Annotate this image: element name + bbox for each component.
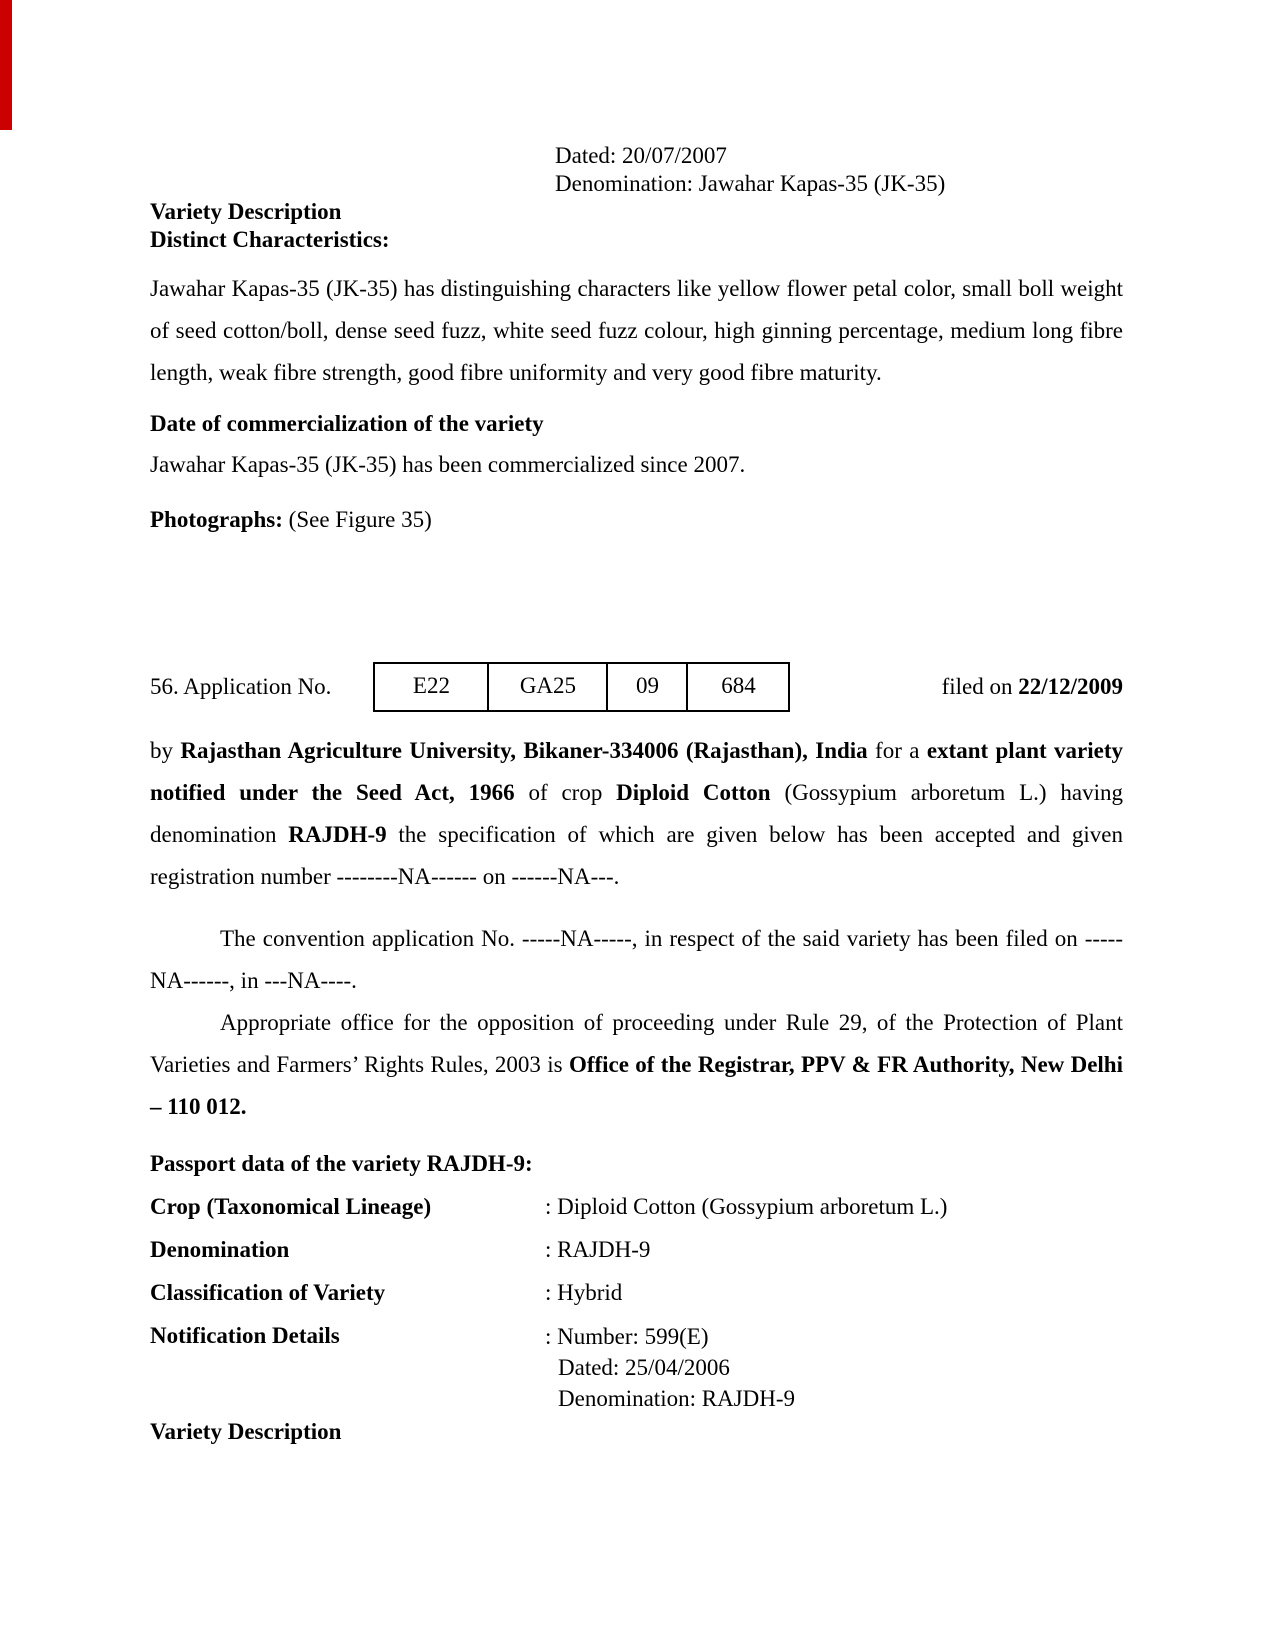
scan-red-mark [0,0,12,130]
application-code-cell: 09 [606,664,686,710]
variety-description-heading: Variety Description [150,199,342,224]
distinct-characteristics-heading: Distinct Characteristics: [150,227,390,252]
application-code-cell: GA25 [487,664,606,710]
passport-row-label: Denomination [150,1237,290,1262]
passport-row-value: : Diploid Cotton (Gossypium arboretum L.) [545,1194,948,1219]
passport-row-label: Classification of Variety [150,1280,386,1305]
commercialization-text: Jawahar Kapas-35 (JK-35) has been commercialized since 2007. [150,452,746,477]
passport-row [150,1235,1123,1264]
denomination-name: RAJDH-9 [288,822,387,847]
denomination-line: Denomination: Jawahar Kapas-35 (JK-35) [555,171,946,196]
footer-variety-description-heading: Variety Description [150,1419,342,1444]
crop-name: Diploid Cotton [616,780,771,805]
application-code-table [373,662,790,712]
application-seg: of crop [514,780,617,805]
passport-row-label: Crop (Taxonomical Lineage) [150,1194,432,1219]
application-number-label: 56. Application No. [150,674,332,699]
convention-paragraph: The convention application No. -----NA-----, in respect of the said variety has been filed on -----NA------, in ---NA----. [150,926,1123,993]
distinct-characteristics-paragraph: Jawahar Kapas-35 (JK-35) has distinguishing characters like yellow flower petal color, small boll weight of seed cotton/boll, dense seed fuzz, white seed fuzz colour, high ginning percentage, medium long fibre length, weak fibre strength, good fibre uniformity and very good fibre maturity. [150,276,1123,385]
applicant-name: Rajasthan Agriculture University, Bikaner-334006 (Rajasthan), India [180,738,868,763]
passport-row-value: : RAJDH-9 [545,1237,651,1262]
application-body-paragraph [150,730,1123,898]
application-code-cell: E22 [412,673,450,698]
filed-on-line [942,673,1123,701]
passport-row [150,1192,1123,1221]
passport-row-label: Notification Details [150,1323,340,1348]
passport-row-value: : Hybrid [545,1280,623,1305]
dated-line: Dated: 20/07/2007 [555,143,727,168]
variety-type: extant plant variety notified under the Seed Act, 1966 [150,738,1123,805]
application-seg: by [150,738,181,763]
registrar-office-address: Office of the Registrar, PPV & FR Authority, New Delhi – 110 012. [150,1052,1123,1119]
photographs-label: Photographs: [150,507,283,532]
commercialization-heading: Date of commercialization of the variety [150,411,544,436]
photographs-line [150,506,1123,534]
intro-block [555,142,1123,198]
application-seg: the specification of which are given below has been accepted and given registration number --------NA------ on ------NA---. [150,822,1123,889]
notification-number: : Number: 599(E) [545,1324,709,1349]
notification-denomination: Denomination: RAJDH-9 [558,1386,796,1411]
passport-heading: Passport data of the variety RAJDH-9: [150,1151,533,1176]
filed-on-prefix: filed on [941,674,1019,699]
photographs-ref: (See Figure 35) [282,507,432,532]
passport-row [150,1321,1123,1414]
opposition-paragraph [150,1002,1123,1128]
opposition-text: Appropriate office for the opposition of proceeding under Rule 29, of the Protection of Plant Varieties and Farmers’ Rights Rules, 2003 is [150,1010,1123,1077]
passport-row-value [545,1321,1123,1414]
filed-on-date: 22/12/2009 [1018,674,1123,699]
notification-date: Dated: 25/04/2006 [558,1355,730,1380]
application-seg: for a [867,738,927,763]
application-code-cell: 684 [686,664,788,710]
application-number-row [150,662,1123,712]
application-seg: (Gossypium arboretum L.) having denomination [150,780,1124,847]
passport-row [150,1278,1123,1307]
